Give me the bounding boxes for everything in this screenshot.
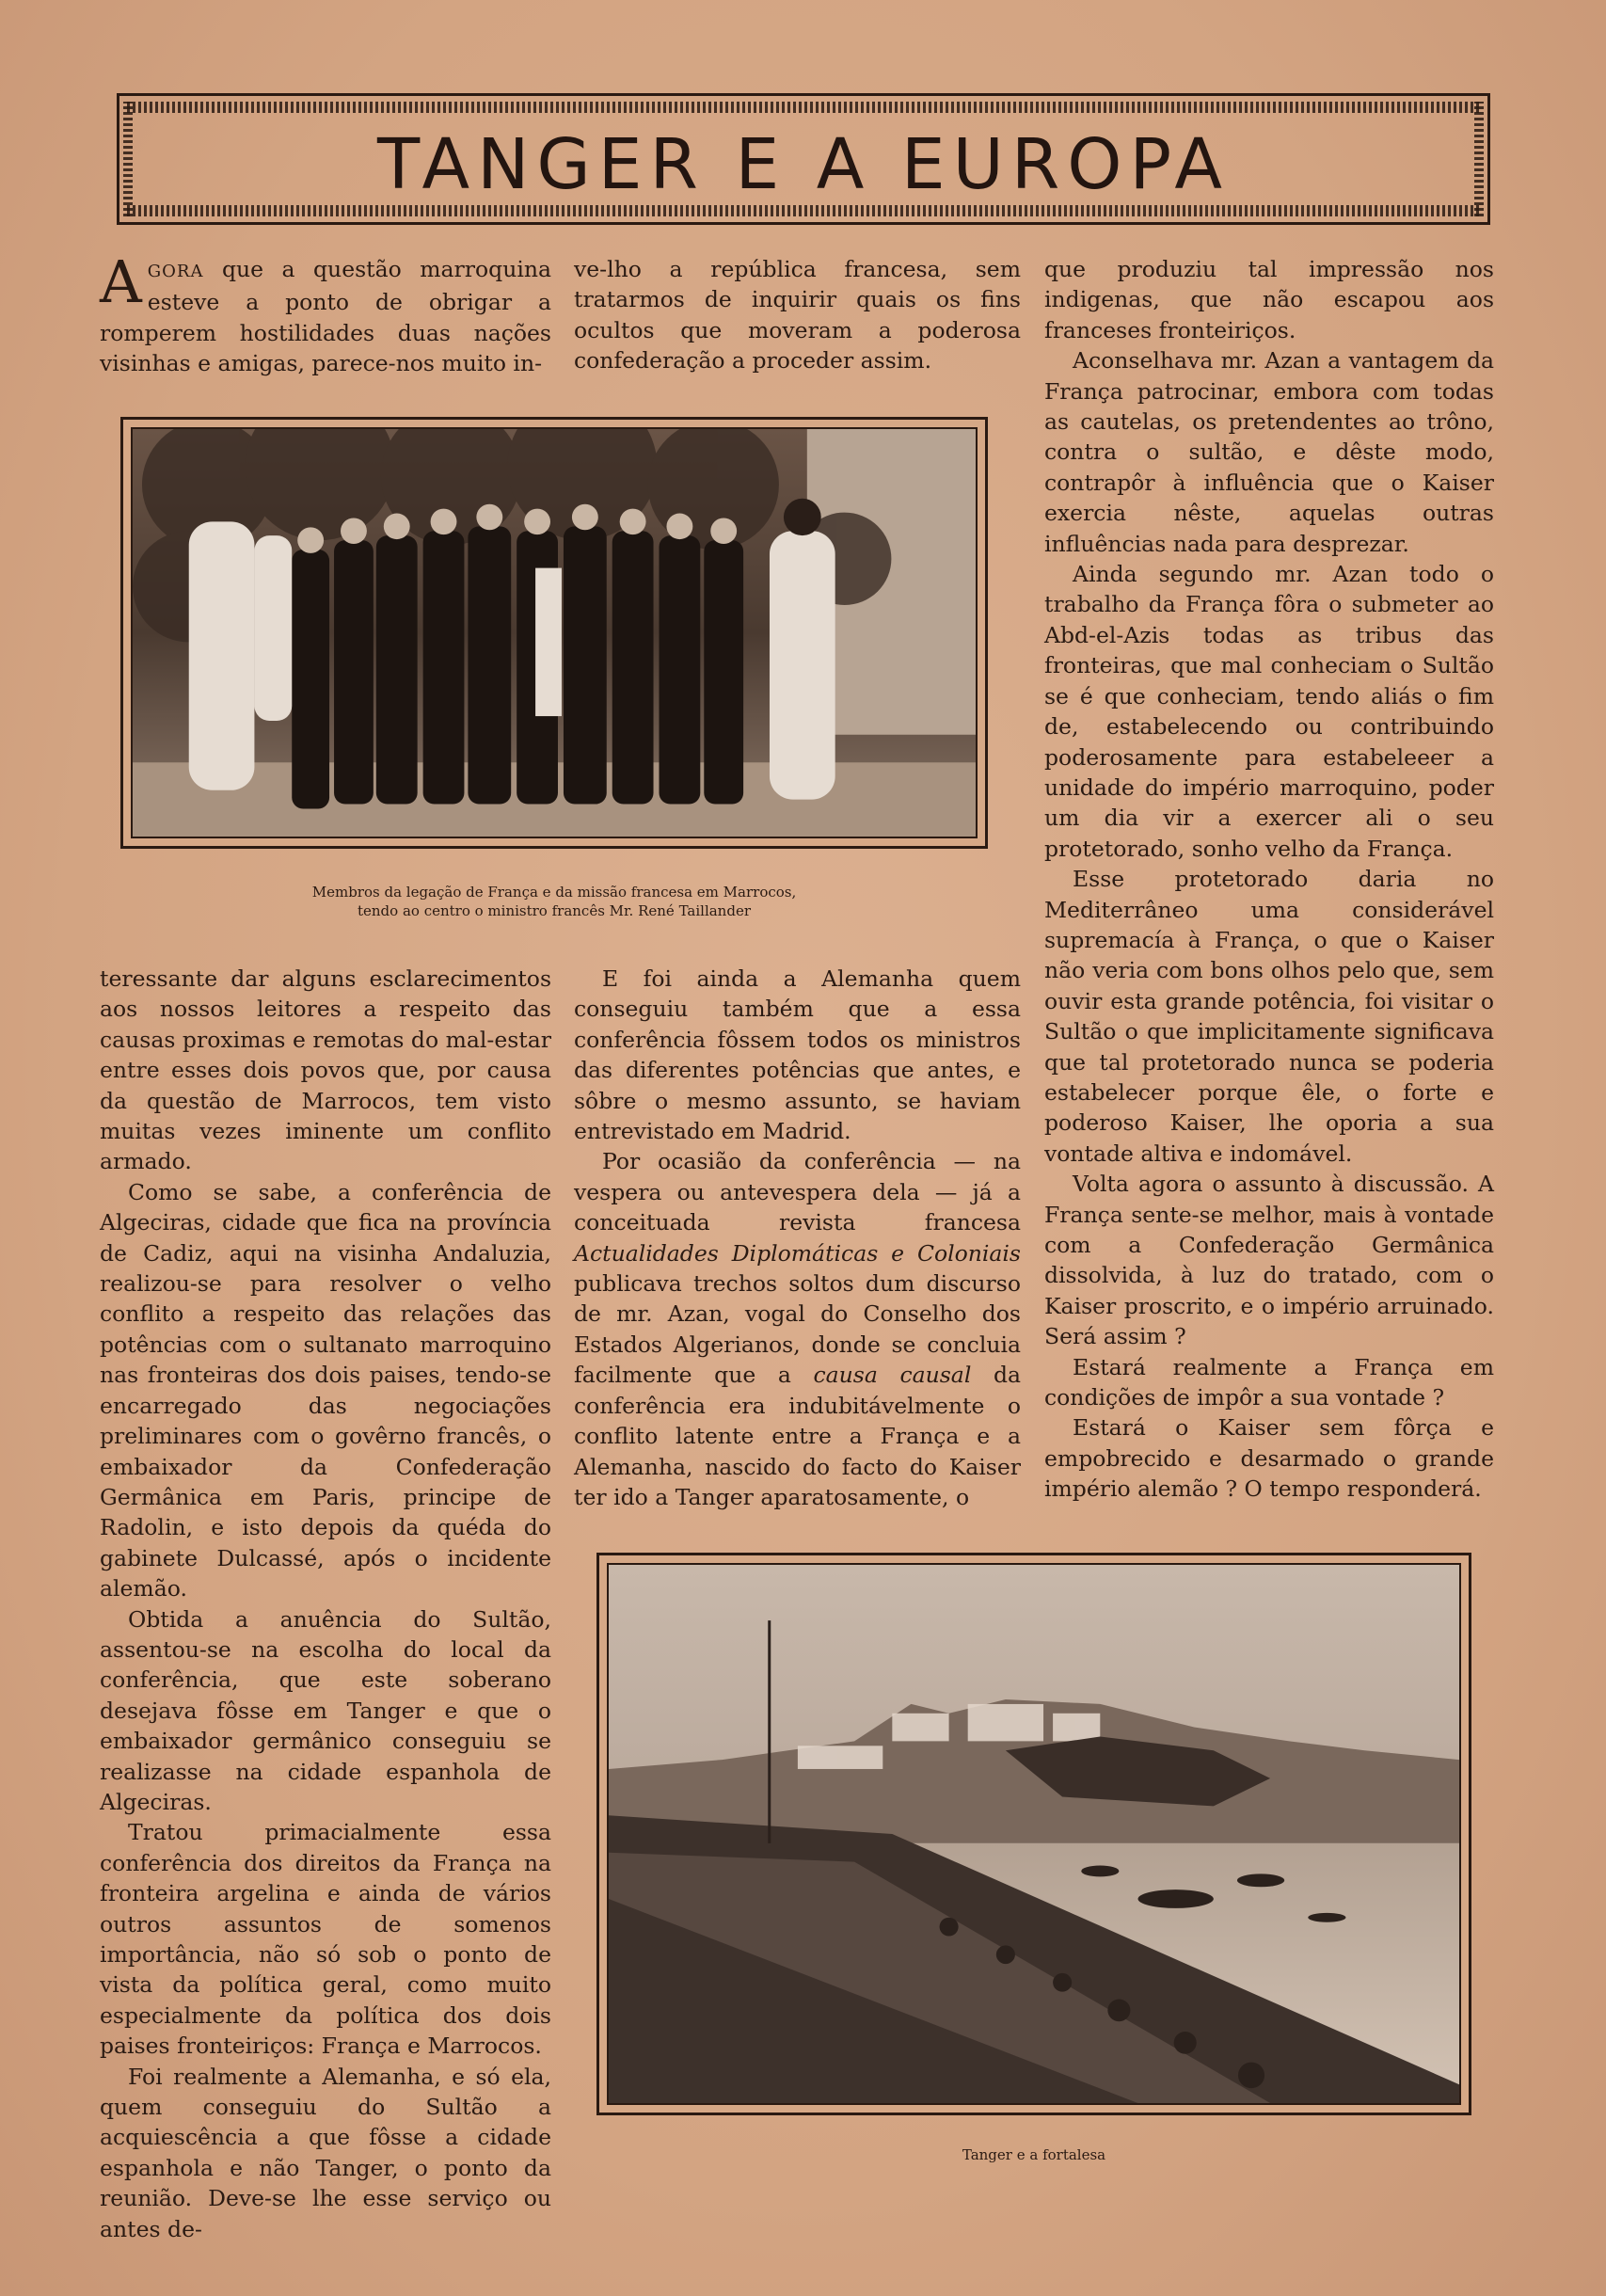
tanger-photo — [596, 1553, 1471, 2115]
column-2-bottom — [574, 964, 1021, 1512]
legation-photo-caption — [120, 883, 988, 920]
column-1-top — [100, 247, 551, 379]
ornamental-border-top — [127, 102, 1480, 113]
column-3 — [1044, 254, 1494, 1505]
ornamental-border-bottom — [127, 205, 1480, 216]
caption-line-1: Membros da legação de França e da missão francesa em Marrocos, — [311, 884, 797, 901]
title-banner — [117, 93, 1490, 225]
col2-p2-text-c: da conferência era indubitávelmente o conflito latente entre a França e a Alemanha, nascido do facto do Kaiser ter ido a Tanger aparatosamente, o — [574, 1362, 1021, 1510]
lead-word: GORA — [147, 262, 204, 281]
tanger-photo-image — [607, 1563, 1461, 2105]
column-1-bottom — [100, 964, 551, 2244]
col1-paragraph-2: Como se sabe, a conferência de Algeciras, cidade que fica na província de Cadiz, aqui na visinha Andaluzia, realizou-se para resolver o velho conflito a respeito das relações das potências com o sultanato marroquino nas fronteiras dos dois paises, tendo-se encarregado das negociações preliminares com o govêrno francês, o embaixador da Confederação Germânica em Paris, principe de Radolin, e isto depois da quéda do gabinete Dulcassé, após o incidente alemão. — [100, 1178, 551, 1602]
harbor-illustration — [609, 1565, 1459, 2103]
col3-paragraph-5: Volta agora o assunto à discussão. A França sente-se melhor, mais à vontade com a Confederação Germânica dissolvida, à luz do tratado, com o Kaiser proscrito, e o império arruinado. Será assim ? — [1044, 1171, 1494, 1350]
legation-photo — [120, 417, 988, 849]
col2-paragraph-1: E foi ainda a Alemanha quem conseguiu também que a essa conferência fôssem todos os ministros das diferentes potências que antes, e sôbre o mesmo assunto, se haviam entrevistado em Madrid. — [574, 965, 1021, 1145]
intro-paragraph — [100, 247, 551, 379]
col3-paragraph-6: Estará realmente a França em condições de impôr a sua vontade ? — [1044, 1353, 1494, 1411]
intro-text: que a questão marroquina esteve a ponto de obrigar a romperem hostilidades duas nações visinhas e amigas, parece-nos muito in- — [100, 256, 551, 377]
col3-paragraph-3: Ainda segundo mr. Azan todo o trabalho da França fôra o submeter ao Abd-el-Azis todas as tribus das fronteiras, que mal conheciam o Sultão se é que conheciam, tendo aliás o fim de, estabelecendo ou contribuindo poderosamente para estabeleeer a unidade do império marroquino, poder um dia vir a exercer ali o seu protetorado, sonho velho da França. — [1044, 561, 1494, 862]
col2-top-paragraph: ve-lho a república francesa, sem tratarmos de inquirir quais os fins ocultos que moveram a poderosa confederação a proceder assim. — [574, 256, 1021, 375]
drop-cap: A — [100, 247, 142, 316]
col1-paragraph-4: Tratou primacialmente essa conferência dos direitos da França na fronteira argelina e ainda de vários outros assuntos de somenos importância, não só sob o ponto de vista da política geral, como muito especialmente da política dos dois paises fronteiriços: França e Marrocos. — [100, 1819, 551, 2060]
col3-paragraph-4: Esse protetorado daria no Mediterrâneo uma considerável supremacía à França, o que o Kaiser não veria com bons olhos pelo que, sem ouvir esta grande potência, foi visitar o Sultão o que implicitamente significava que tal protetorado nunca se poderia estabelecer porque êle, o forte e poderoso Kaiser, lhe oporia a sua vontade altiva e indomável. — [1044, 866, 1494, 1167]
col2-p2-text-b: publicava trechos soltos dum discurso de mr. Azan, vogal do Conselho dos Estados Algerianos, donde se concluia facilmente que a — [574, 1270, 1021, 1389]
col2-paragraph-2 — [574, 1146, 1021, 1512]
column-2-top — [574, 254, 1021, 376]
caption-line-2: tendo ao centro o ministro francês Mr. René Taillander — [357, 902, 751, 919]
tanger-photo-caption: Tanger e a fortalesa — [962, 2146, 1106, 2163]
col1-paragraph-1: teressante dar alguns esclarecimentos aos nossos leitores a respeito das causas proximas e remotas do mal-estar entre esses dois povos que, por causa da questão de Marrocos, tem visto muitas vezes iminente um conflito armado. — [100, 965, 551, 1175]
col1-paragraph-3: Obtida a anuência do Sultão, assentou-se na escolha do local da conferência, que este soberano desejava fôsse em Tanger e que o embaixador germânico conseguiu se realizasse na cidade espanhola de Algeciras. — [100, 1605, 551, 1815]
causa-causal-term: causa causal — [813, 1362, 972, 1389]
col1-paragraph-5: Foi realmente a Alemanha, e só ela, quem conseguiu do Sultão a acquiescência a que fôsse a cidade espanhola e não Tanger, o ponto da reunião. Deve-se lhe esse serviço ou antes de- — [100, 2063, 551, 2242]
col3-paragraph-7: Estará o Kaiser sem fôrça e empobrecido e desarmado o grande império alemão ? O tempo responderá. — [1044, 1414, 1494, 1503]
journal-title: Actualidades Diplomáticas e Coloniais — [574, 1239, 1021, 1267]
col3-paragraph-1: que produziu tal impressão nos indigenas, que não escapou aos franceses fronteiriços. — [1044, 256, 1494, 343]
col2-p2-text-a: Por ocasião da conferência — na vespera ou antevespera dela — já a conceituada revista francesa — [574, 1148, 1021, 1236]
col3-paragraph-2: Aconselhava mr. Azan a vantagem da França patrocinar, embora com todas as cautelas, os pretendentes ao trôno, contra o sultão, e dêste modo, contrapôr à influência que o Kaiser exercia nêste, aquelas outras influências nada para desprezar. — [1044, 347, 1494, 557]
group-photo-illustration — [133, 429, 976, 837]
legation-photo-image — [131, 427, 978, 838]
page-title: TANGER E A EUROPA — [377, 124, 1230, 205]
